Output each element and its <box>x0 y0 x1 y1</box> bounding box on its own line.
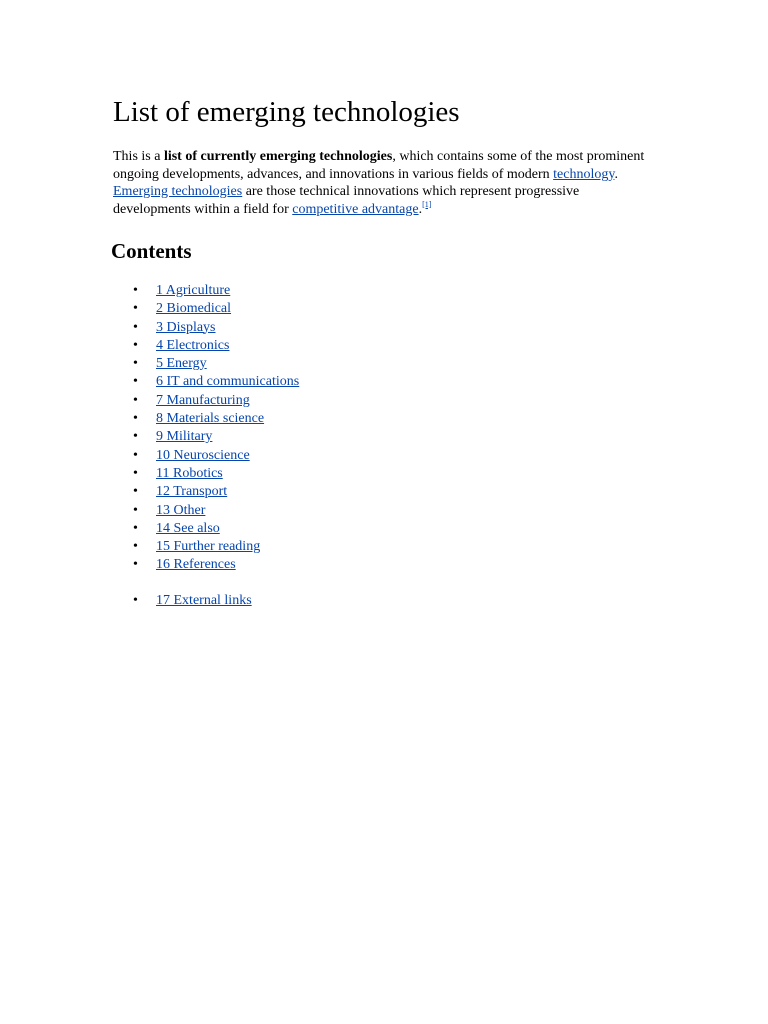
intro-bold-term: list of currently emerging technologies <box>163 149 393 164</box>
toc-link-displays[interactable]: 3 Displays <box>156 319 216 335</box>
toc-item <box>113 502 299 520</box>
intro-paragraph <box>113 148 658 218</box>
toc-link-it-communications[interactable]: 6 IT and communications <box>156 374 300 390</box>
intro-text: This is a <box>113 149 164 164</box>
toc-item <box>113 447 299 465</box>
toc-link-energy[interactable]: 5 Energy <box>156 356 207 372</box>
intro-text: are those technical innovations which represent progressive developments within a field for <box>113 184 580 217</box>
toc-item <box>113 538 299 556</box>
toc-link-see-also[interactable]: 14 See also <box>156 520 220 536</box>
table-of-contents <box>113 282 299 611</box>
contents-heading: Contents <box>111 239 192 263</box>
toc-link-manufacturing[interactable]: 7 Manufacturing <box>156 392 250 408</box>
toc-item <box>113 520 299 538</box>
toc-item <box>113 337 299 355</box>
toc-link-neuroscience[interactable]: 10 Neuroscience <box>156 447 250 463</box>
toc-link-agriculture[interactable]: 1 Agriculture <box>156 283 231 298</box>
toc-link-other[interactable]: 13 Other <box>156 502 206 518</box>
competitive-advantage-link[interactable]: competitive advantage <box>292 201 419 217</box>
toc-link-references[interactable]: 16 References <box>156 557 236 573</box>
technology-link[interactable]: technology <box>553 166 615 182</box>
intro-text: . <box>614 166 618 182</box>
reference-link[interactable]: [1] <box>422 199 432 209</box>
toc-item <box>113 300 299 318</box>
reference-sup <box>422 200 431 209</box>
toc-item <box>113 465 299 483</box>
page-title: List of emerging technologies <box>113 96 460 128</box>
toc-link-electronics[interactable]: 4 Electronics <box>156 337 230 353</box>
intro-text: . <box>418 201 423 217</box>
intro-text: , which contains some of the most prominent ongoing developments, advances, and innovations in various fields of modern <box>113 149 645 182</box>
toc-link-transport[interactable]: 12 Transport <box>156 484 228 500</box>
toc-link-biomedical[interactable]: 2 Biomedical <box>156 301 232 317</box>
toc-link-materials-science[interactable]: 8 Materials science <box>156 411 265 427</box>
toc-item <box>113 355 299 373</box>
toc-item <box>113 282 299 300</box>
toc-item <box>113 483 299 501</box>
toc-link-military[interactable]: 9 Military <box>156 429 213 445</box>
toc-item <box>113 556 299 574</box>
toc-item <box>113 592 299 610</box>
toc-link-further-reading[interactable]: 15 Further reading <box>156 539 261 555</box>
toc-item <box>113 392 299 410</box>
toc-item <box>113 428 299 446</box>
toc-item <box>113 373 299 391</box>
toc-link-external-links[interactable]: 17 External links <box>156 593 252 609</box>
toc-link-robotics[interactable]: 11 Robotics <box>156 465 223 481</box>
toc-item <box>113 410 299 428</box>
toc-item <box>113 319 299 337</box>
emerging-technologies-link[interactable]: Emerging technologies <box>113 184 243 199</box>
